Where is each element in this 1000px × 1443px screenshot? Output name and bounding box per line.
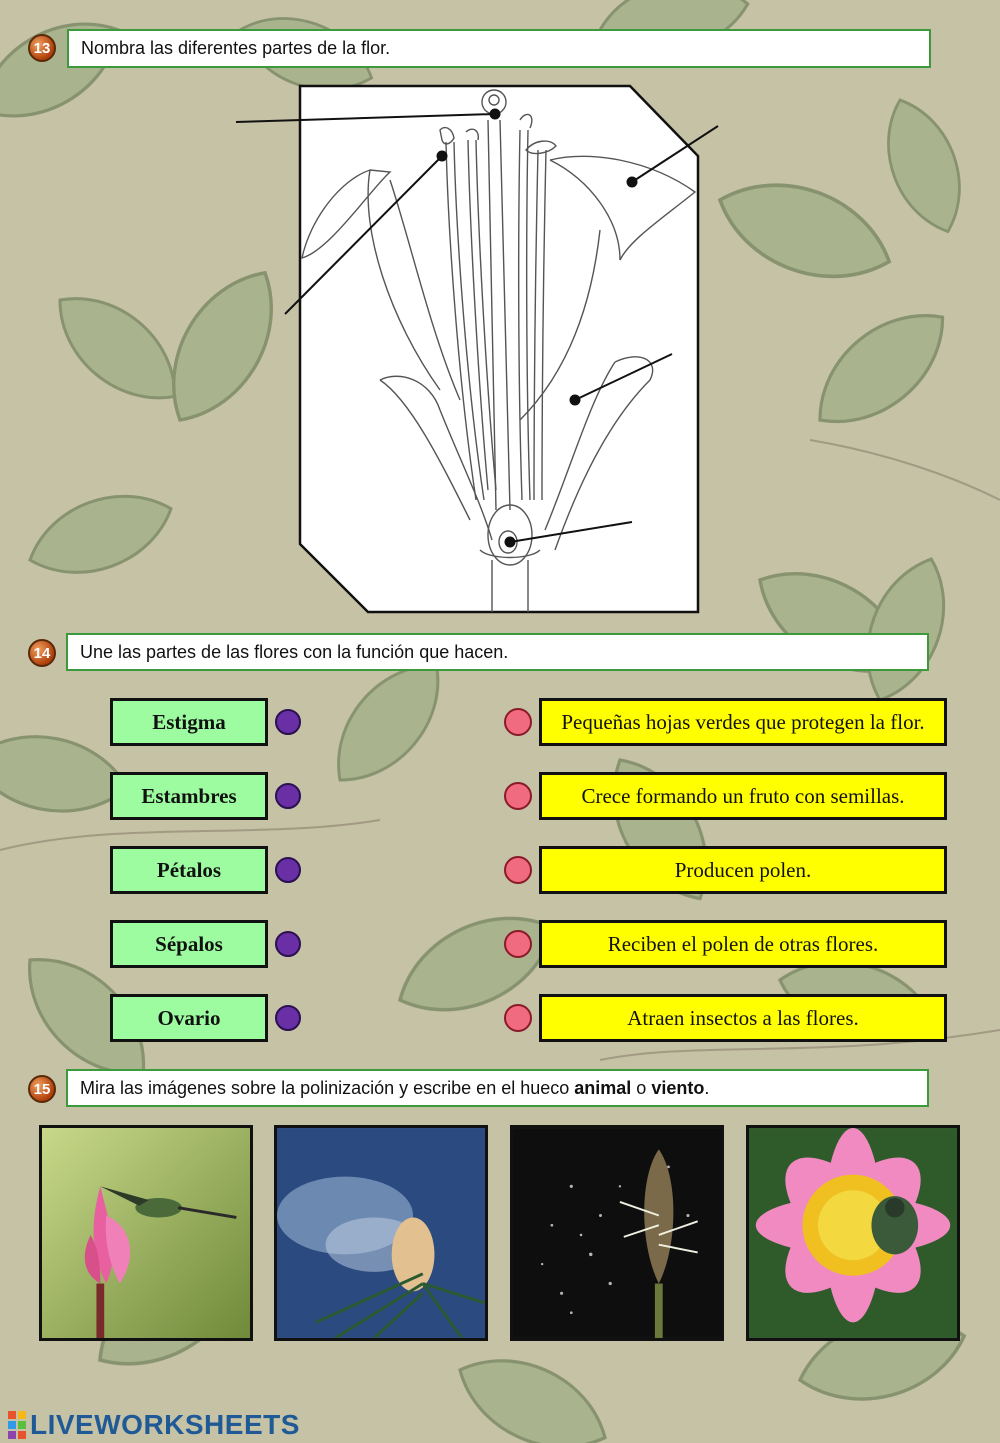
- match-dot-right[interactable]: [504, 782, 532, 810]
- function-fruit: Crece formando un fruto con semillas.: [539, 772, 947, 820]
- question-number-badge: 13: [28, 34, 56, 62]
- match-dot-left[interactable]: [275, 1005, 301, 1031]
- match-dot-left[interactable]: [275, 931, 301, 957]
- match-dot-right[interactable]: [504, 930, 532, 958]
- function-pollen: Producen polen.: [539, 846, 947, 894]
- part-estigma: Estigma: [110, 698, 268, 746]
- photo-pine-pollen: [274, 1125, 488, 1341]
- instruction-text: Mira las imágenes sobre la polinización y escribe en el hueco: [80, 1077, 575, 1098]
- match-dot-right[interactable]: [504, 1004, 532, 1032]
- liveworksheets-logo: [8, 1410, 300, 1440]
- function-attract-insects: Atraen insectos a las flores.: [539, 994, 947, 1042]
- part-estambres: Estambres: [110, 772, 268, 820]
- word-viento: viento: [651, 1077, 705, 1098]
- function-protect: Pequeñas hojas verdes que protegen la flor.: [539, 698, 947, 746]
- question-13-instruction: Nombra las diferentes partes de la flor.: [67, 29, 931, 68]
- match-dot-left[interactable]: [275, 857, 301, 883]
- flower-diagram: [230, 80, 730, 620]
- function-receive-pollen: Reciben el polen de otras flores.: [539, 920, 947, 968]
- instruction-or: o: [631, 1077, 652, 1098]
- logo-squares-icon: [8, 1411, 26, 1439]
- part-petalos: Pétalos: [110, 846, 268, 894]
- question-15-instruction: [66, 1069, 929, 1107]
- question-number-badge: 14: [28, 639, 56, 667]
- question-number-badge: 15: [28, 1075, 56, 1103]
- word-animal: animal: [574, 1077, 632, 1098]
- match-dot-right[interactable]: [504, 708, 532, 736]
- logo-text: LIVEWORKSHEETS: [30, 1409, 300, 1440]
- photo-beetle-flower: [746, 1125, 960, 1341]
- photo-plantain-pollen: [510, 1125, 724, 1341]
- match-dot-left[interactable]: [275, 709, 301, 735]
- question-14-instruction: Une las partes de las flores con la función que hacen.: [66, 633, 929, 671]
- match-dot-left[interactable]: [275, 783, 301, 809]
- part-sepalos: Sépalos: [110, 920, 268, 968]
- instruction-end: .: [704, 1077, 710, 1098]
- match-dot-right[interactable]: [504, 856, 532, 884]
- part-ovario: Ovario: [110, 994, 268, 1042]
- photo-hummingbird: [39, 1125, 253, 1341]
